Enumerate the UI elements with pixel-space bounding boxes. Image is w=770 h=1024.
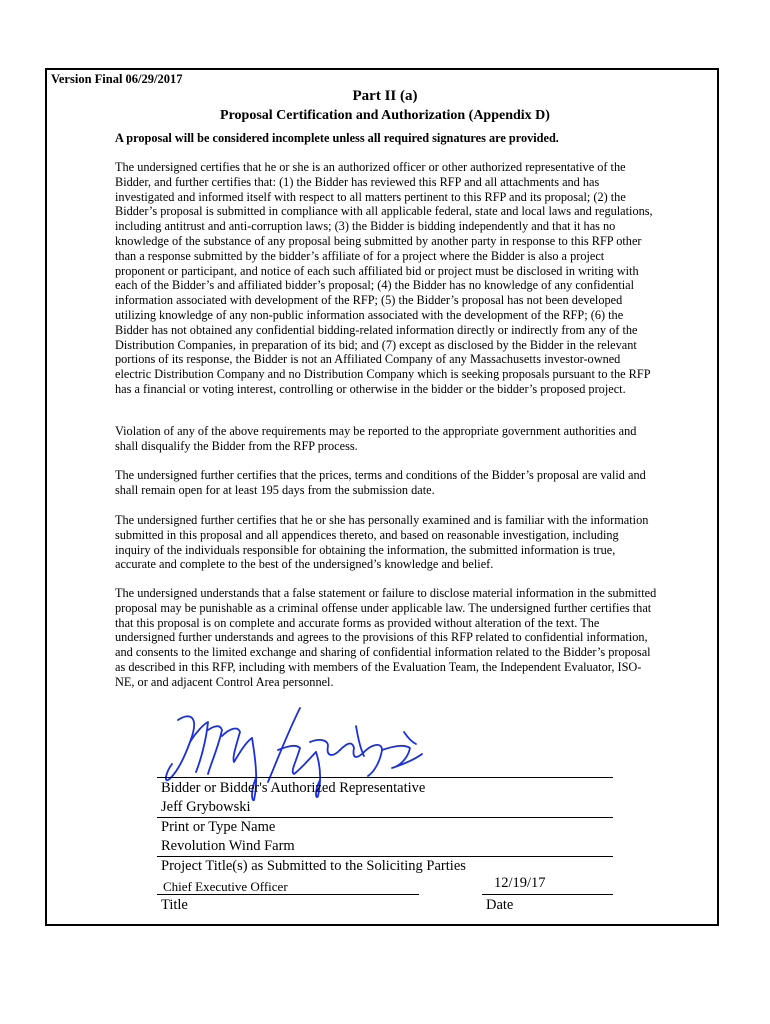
- project-value: Revolution Wind Farm: [161, 838, 295, 854]
- title-value: Chief Executive Officer: [163, 879, 288, 894]
- date-line: [482, 894, 613, 895]
- signature-label: Bidder or Bidder's Authorized Representative: [161, 780, 426, 796]
- incomplete-notice: A proposal will be considered incomplete unless all required signatures are provided.: [115, 131, 559, 145]
- violation-paragraph: Violation of any of the above requirements may be reported to the appropriate government authorities and shall disqualify the Bidder from the RFP process.: [115, 424, 637, 453]
- name-line: [157, 817, 613, 818]
- certification-paragraph: The undersigned certifies that he or she is an authorized officer or other authorized representative of the Bidder, and further certifies that: (1) the Bidder has reviewed this RFP and all attachments and has investigated and informed itself with respect to all matters pertinent to this RFP and its proposal; (2) the Bidder’s proposal is submitted in compliance with all applicable federal, state and local laws and regulations, including antitrust and anti-corruption laws; (3) the Bidder is bidding independently and that it has no knowledge of the substance of any proposal being submitted by another party in response to this RFP other than a response submitted by the bidder’s affiliate of for a project where the Bidder is also a project proponent or participant, and notice of each such affiliated bid or project must be disclosed in writing with each of the Bidder’s and affiliated bidder’s proposal; (4) the Bidder has no knowledge of any confidential information associated with development of the RFP; (5) the Bidder’s proposal has not been developed utilizing knowledge of any non-public information associated with the development of the RFP; (6) the Bidder has not obtained any confidential bidding-related information directly or indirectly from any of the Distribution Companies, in preparation of its bid; and (7) except as disclosed by the Bidder in the relevant portions of its response, the Bidder is not an Affiliated Company of any Massachusetts investor-owned electric Distribution Company and no Distribution Company which is seeking proposals pursuant to the RFP has a financial or voting interest, controlling or otherwise in the bidder or the bidder’s proposed project.: [115, 160, 653, 396]
- signature-line: [157, 777, 613, 778]
- title-line: [157, 894, 419, 895]
- bidder-name-value: Jeff Grybowski: [161, 799, 251, 815]
- document-title: Proposal Certification and Authorization (Appendix D): [220, 108, 550, 123]
- title-label: Title: [161, 897, 188, 913]
- false-statement-paragraph: The undersigned understands that a false statement or failure to disclose material information in the submitted proposal may be punishable as a criminal offense under applicable law. The undersigned further certifies that that this proposal is on complete and accurate forms as provided without alteration of the text. The undersigned further understands and agrees to the provisions of this RFP related to confidential information, and consents to the limited exchange and sharing of confidential information related to the Bidder’s proposal as described in this RFP, including with members of the Evaluation Team, the Independent Evaluator, ISO-NE, or and adjacent Control Area personnel.: [115, 586, 657, 689]
- name-label: Print or Type Name: [161, 819, 276, 835]
- project-line: [157, 856, 613, 857]
- familiarity-paragraph: The undersigned further certifies that he or she has personally examined and is familiar with the information submitted in this proposal and all appendices thereto, and based on reasonable investigation, including inquiry of the individuals responsible for obtaining the information, the submitted information is true, accurate and complete to the best of the undersigned’s knowledge and belief.: [115, 513, 649, 572]
- date-value: 12/19/17: [494, 875, 546, 891]
- validity-paragraph: The undersigned further certifies that the prices, terms and conditions of the Bidder’s proposal are valid and shall remain open for at least 195 days from the submission date.: [115, 468, 646, 497]
- date-label: Date: [486, 897, 514, 913]
- project-label: Project Title(s) as Submitted to the Soliciting Parties: [161, 858, 466, 874]
- part-heading: Part II (a): [352, 88, 418, 104]
- version-label: Version Final 06/29/2017: [51, 72, 183, 86]
